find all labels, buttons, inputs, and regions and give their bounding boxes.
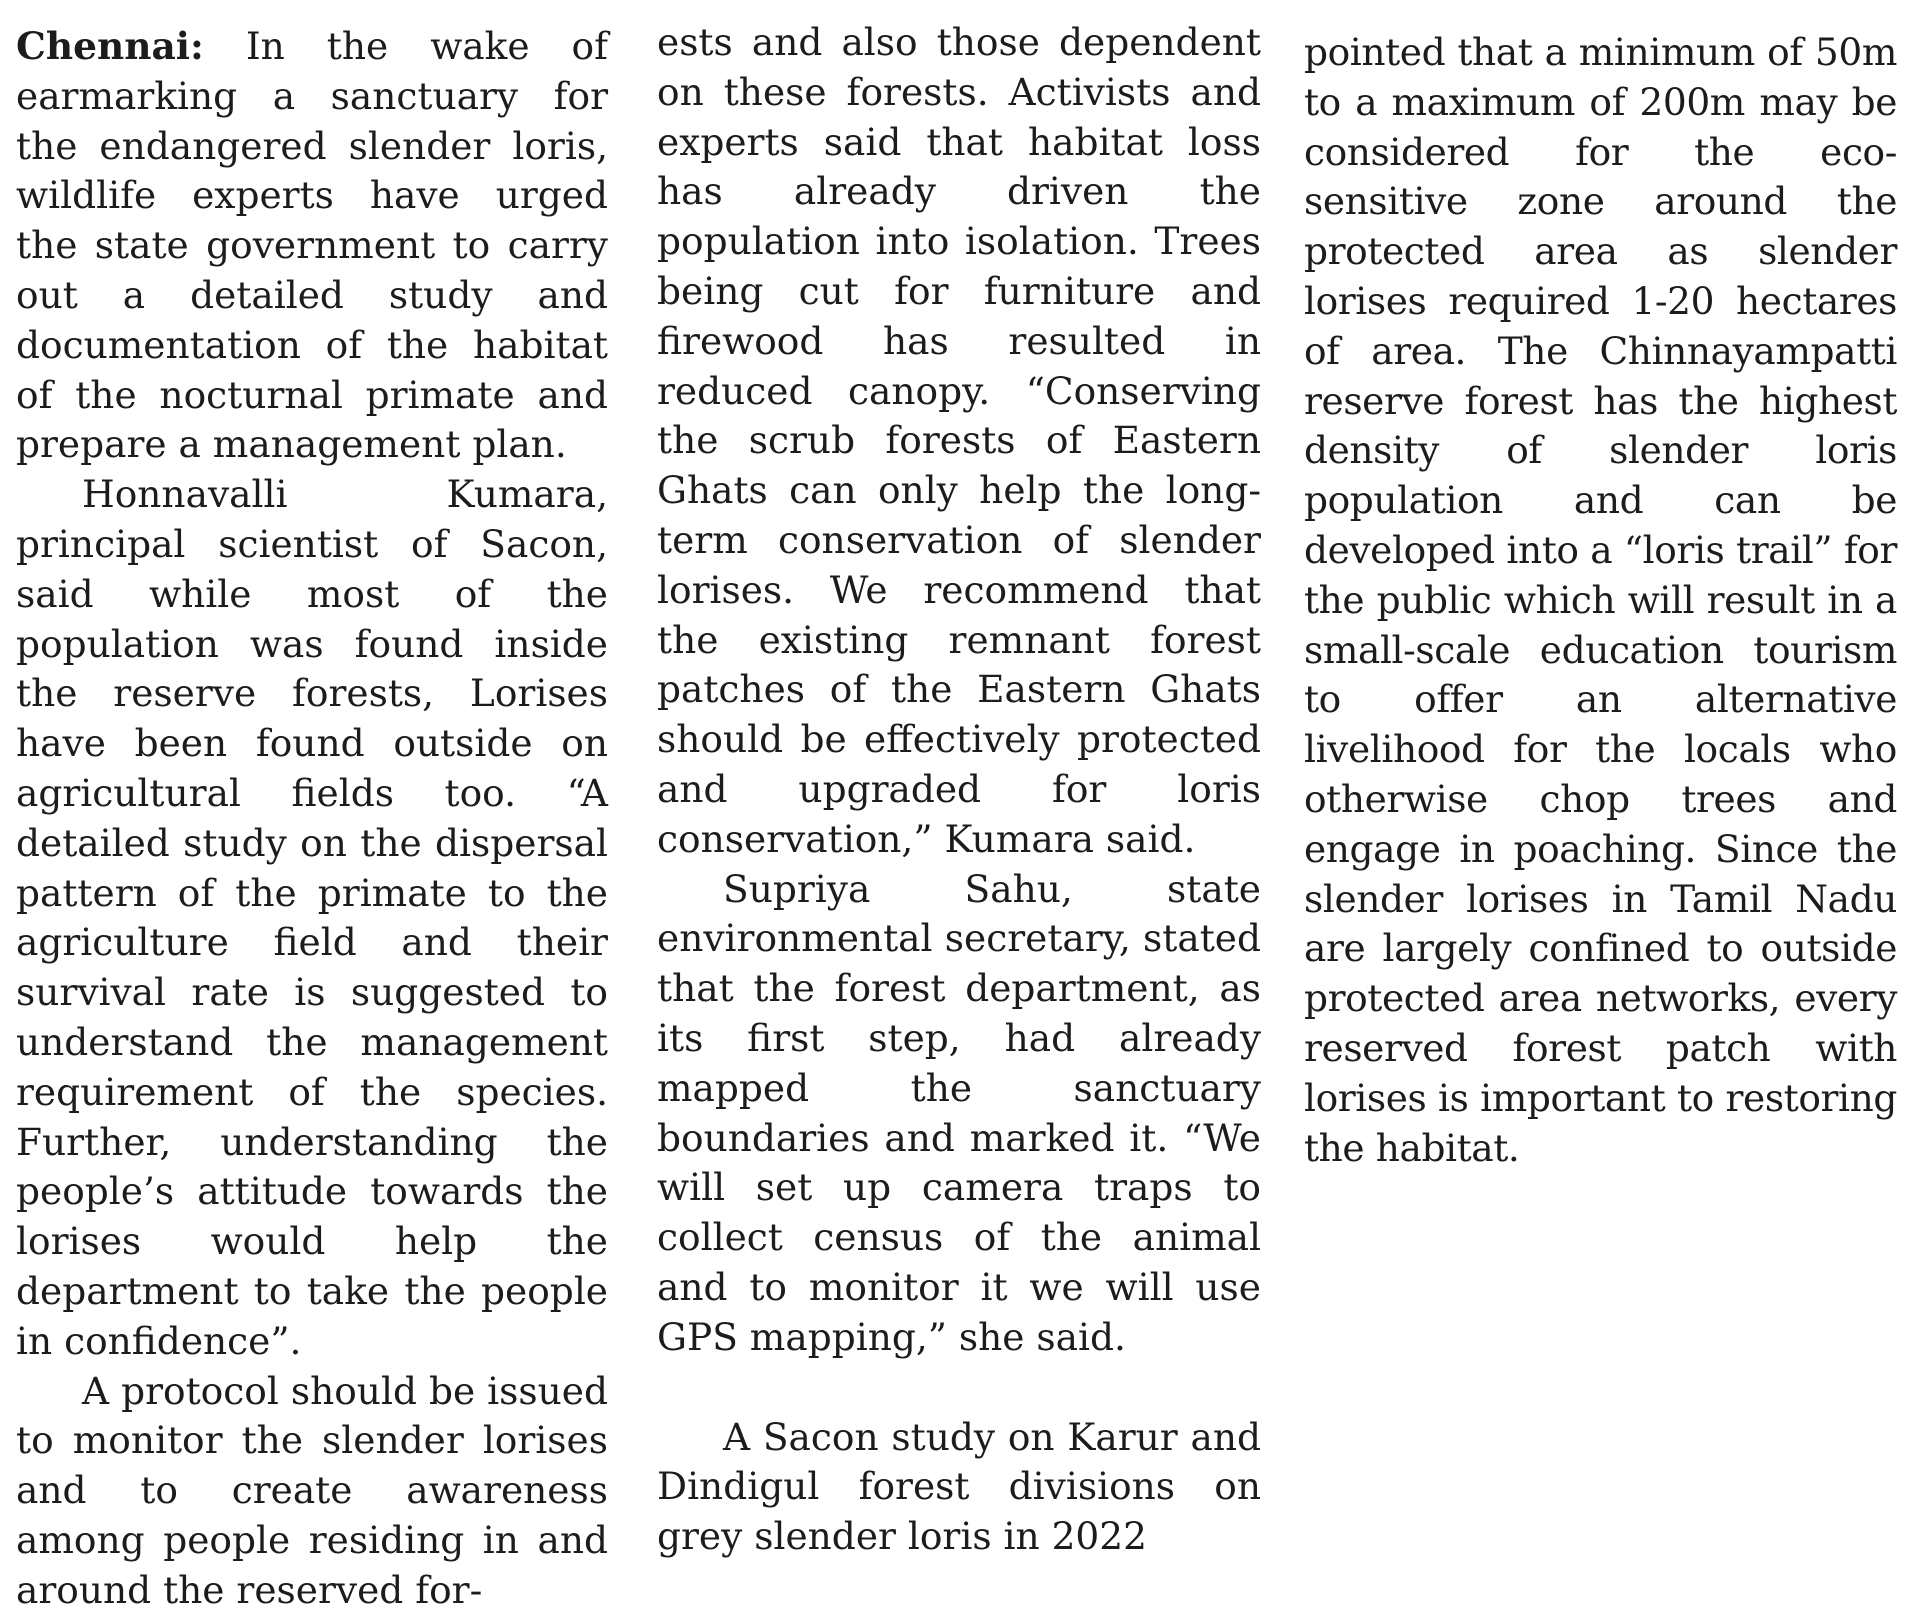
article-paragraph: Supriya Sahu, state environmental secretary, stated that the forest department, as its first step, had already mapped the sanctuary boundaries and marked it. “We will set up camera traps to collect census of the animal and to monitor it we will use GPS mapping,” she said.: [657, 866, 1261, 1359]
article-paragraph: A Sacon study on Karur and Dindigul forest divisions on grey slender loris in 2022: [657, 1414, 1261, 1559]
article-paragraph: A protocol should be issued to monitor the slender lorises and to create awareness among people residing in and around the reserved for-: [16, 1368, 608, 1612]
article-paragraph: Honnavalli Kumara, principal scientist of Sacon, said while most of the population was found inside the reserve forests, Lorises have been found outside on agricultural fields too. “A detailed study on the dispersal pattern of the primate to the agriculture field and their survival rate is suggested to understand the management requirement of the species. Further, understanding the people’s attitude towards the lorises would help the department to take the people in confidence”.: [16, 472, 608, 1363]
article-column-2: [657, 18, 1261, 1562]
article-paragraph: pointed that a minimum of 50m to a maximum of 200m may be considered for the eco-sensitive zone around the protected area as slender lorises required 1-20 hectares of area. The Chinnayampatti reserve forest has the highest density of slender loris population and can be developed into a “loris trail” for the public which will result in a small-scale education tourism to offer an alternative livelihood for the locals who otherwise chop trees and engage in poaching. Since the slender lorises in Tamil Nadu are largely confined to outside protected area networks, every reserved forest patch with lorises is important to restoring the habitat.: [1304, 30, 1897, 1170]
paragraph-text: In the wake of earmarking a sanctuary for the endangered slender loris, wildlife experts have urged the state government to carry out a detailed study and documentation of the habitat of the nocturnal primate and prepare a management plan.: [16, 24, 608, 467]
article-paragraph: [16, 22, 608, 470]
article-column-1: [16, 22, 608, 1616]
dateline: Chennai:: [16, 24, 204, 68]
article-paragraph: ests and also those dependent on these forests. Activists and experts said that habitat loss has already driven the population into isolation. Trees being cut for furniture and firewood has resulted in reduced canopy. “Conserving the scrub forests of Eastern Ghats can only help the long-term conservation of slender lorises. We recommend that the existing remnant forest patches of the Eastern Ghats should be effectively protected and upgraded for loris conservation,” Kumara said.: [657, 20, 1261, 861]
article-column-3: [1304, 28, 1897, 1173]
